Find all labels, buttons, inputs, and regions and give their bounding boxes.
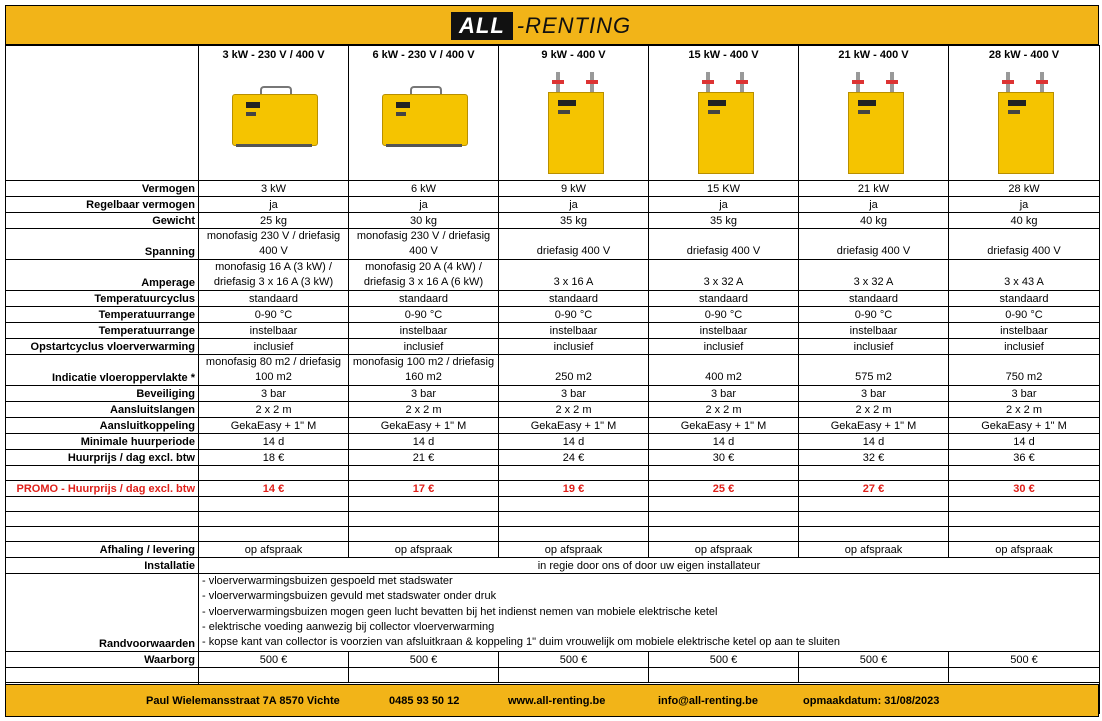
row-value: instelbaar <box>349 323 499 339</box>
row-label: Temperatuurrange <box>6 307 199 323</box>
row-label: Amperage <box>6 260 199 291</box>
empty-cell <box>799 466 949 481</box>
row-value: 2 x 2 m <box>349 402 499 418</box>
empty-cell <box>949 497 1100 512</box>
row-value: 0-90 °C <box>199 307 349 323</box>
row-value: ja <box>949 197 1100 213</box>
empty-cell <box>199 668 349 683</box>
row-value: inclusief <box>649 339 799 355</box>
row-value: instelbaar <box>199 323 349 339</box>
empty-cell <box>6 466 199 481</box>
empty-row <box>6 466 1100 481</box>
row-gewicht <box>6 213 1100 229</box>
empty-row <box>6 497 1100 512</box>
empty-cell <box>349 668 499 683</box>
row-value: op afspraak <box>649 542 799 558</box>
row-value: GekaEasy + 1" M <box>499 418 649 434</box>
row-label: Temperatuurrange <box>6 323 199 339</box>
row-label: Opstartcyclus vloerverwarming <box>6 339 199 355</box>
row-value: GekaEasy + 1" M <box>649 418 799 434</box>
condition-item: - vloerverwarmingsbuizen gespoeld met stadswater <box>202 575 453 587</box>
row-value: GekaEasy + 1" M <box>349 418 499 434</box>
row-label: Regelbaar vermogen <box>6 197 199 213</box>
empty-cell <box>799 497 949 512</box>
row-label: Afhaling / levering <box>6 542 199 558</box>
footer-bar <box>5 684 1099 717</box>
empty-cell <box>349 527 499 542</box>
row-value: standaard <box>649 291 799 307</box>
row-value: 18 € <box>199 450 349 466</box>
row-value: 14 d <box>649 434 799 450</box>
model-header <box>349 46 499 181</box>
empty-cell <box>499 466 649 481</box>
row-value: op afspraak <box>949 542 1100 558</box>
row-value: 14 € <box>199 481 349 497</box>
row-value: 21 € <box>349 450 499 466</box>
row-value: 14 d <box>799 434 949 450</box>
model-title: 28 kW - 400 V <box>988 49 1060 61</box>
empty-cell <box>349 497 499 512</box>
row-value: 25 kg <box>199 213 349 229</box>
row-value: 500 € <box>799 652 949 668</box>
row-value: monofasig 230 V / driefasig 400 V <box>199 229 349 260</box>
row-label: Aansluitslangen <box>6 402 199 418</box>
row-value: 3 bar <box>949 386 1100 402</box>
row-value: 3 x 32 A <box>799 260 949 291</box>
row-value: 17 € <box>349 481 499 497</box>
row-label: Indicatie vloeroppervlakte * <box>6 355 199 386</box>
row-value: op afspraak <box>349 542 499 558</box>
row-value: standaard <box>799 291 949 307</box>
row-value: 500 € <box>499 652 649 668</box>
row-value: 3 bar <box>649 386 799 402</box>
row-label: Minimale huurperiode <box>6 434 199 450</box>
row-value: GekaEasy + 1" M <box>949 418 1100 434</box>
row-value: instelbaar <box>949 323 1100 339</box>
row-value: 36 € <box>949 450 1100 466</box>
row-value: inclusief <box>799 339 949 355</box>
cabinet-heater-image <box>542 70 606 174</box>
condition-item: - elektrische voeding aanwezig bij collector vloerverwarming <box>202 620 495 633</box>
row-value: 3 kW <box>199 181 349 197</box>
row-label: PROMO - Huurprijs / dag excl. btw <box>6 481 199 497</box>
row-value: 40 kg <box>949 213 1100 229</box>
row-label: Installatie <box>6 558 199 574</box>
row-installatie <box>6 558 1100 574</box>
empty-cell <box>349 512 499 527</box>
row-value: instelbaar <box>799 323 949 339</box>
row-value: ja <box>499 197 649 213</box>
row-value: ja <box>199 197 349 213</box>
row-koppeling <box>6 418 1100 434</box>
model-title: 15 kW - 400 V <box>688 49 759 61</box>
row-waarborg <box>6 652 1100 668</box>
row-label: Beveiliging <box>6 386 199 402</box>
model-title: 21 kW - 400 V <box>838 49 909 61</box>
row-value: 3 bar <box>799 386 949 402</box>
row-value: 40 kg <box>799 213 949 229</box>
empty-row <box>6 512 1100 527</box>
row-afhaling <box>6 542 1100 558</box>
row-value: GekaEasy + 1" M <box>199 418 349 434</box>
row-value: 35 kg <box>649 213 799 229</box>
corner-cell <box>6 46 199 181</box>
row-value: instelbaar <box>499 323 649 339</box>
empty-cell <box>499 497 649 512</box>
empty-cell <box>649 466 799 481</box>
empty-cell <box>6 668 199 683</box>
row-value: 2 x 2 m <box>949 402 1100 418</box>
row-value: driefasig 400 V <box>499 229 649 260</box>
empty-cell <box>649 527 799 542</box>
header-bar <box>5 5 1099 45</box>
row-value: ja <box>649 197 799 213</box>
row-value: 27 € <box>799 481 949 497</box>
row-value: 14 d <box>199 434 349 450</box>
empty-cell <box>649 668 799 683</box>
empty-cell <box>199 497 349 512</box>
row-value: ja <box>799 197 949 213</box>
row-value: driefasig 400 V <box>949 229 1100 260</box>
empty-cell <box>199 466 349 481</box>
footer-address: Paul Wielemansstraat 7A 8570 Vichte <box>146 695 340 707</box>
row-label: Huurprijs / dag excl. btw <box>6 450 199 466</box>
row-value: op afspraak <box>199 542 349 558</box>
cabinet-heater-image <box>842 70 906 174</box>
empty-cell <box>499 527 649 542</box>
row-value: op afspraak <box>799 542 949 558</box>
empty-cell <box>499 512 649 527</box>
row-value: 250 m2 <box>499 355 649 386</box>
footer-date: opmaakdatum: 31/08/2023 <box>803 695 940 707</box>
model-header <box>199 46 349 181</box>
row-value: 19 € <box>499 481 649 497</box>
row-value: 24 € <box>499 450 649 466</box>
empty-row <box>6 668 1100 683</box>
row-value: 0-90 °C <box>799 307 949 323</box>
row-value: 14 d <box>499 434 649 450</box>
row-value: 0-90 °C <box>349 307 499 323</box>
model-title: 3 kW - 230 V / 400 V <box>222 49 325 61</box>
row-aansluitslangen <box>6 402 1100 418</box>
row-label: Waarborg <box>6 652 199 668</box>
row-value: 3 x 32 A <box>649 260 799 291</box>
row-value: monofasig 80 m2 / driefasig 100 m2 <box>199 355 349 386</box>
row-value: 500 € <box>199 652 349 668</box>
row-value: 500 € <box>949 652 1100 668</box>
row-promo <box>6 481 1100 497</box>
row-value: 9 kW <box>499 181 649 197</box>
spec-table <box>5 45 1100 714</box>
randvoorwaarden-list <box>199 574 1100 652</box>
row-value: 400 m2 <box>649 355 799 386</box>
empty-cell <box>799 668 949 683</box>
compact-heater-image <box>226 80 322 150</box>
row-value: standaard <box>949 291 1100 307</box>
row-label: Randvoorwaarden <box>6 574 199 652</box>
empty-row <box>6 527 1100 542</box>
row-value: 32 € <box>799 450 949 466</box>
row-value: GekaEasy + 1" M <box>799 418 949 434</box>
row-value: 14 d <box>949 434 1100 450</box>
empty-cell <box>949 527 1100 542</box>
empty-cell <box>799 512 949 527</box>
empty-cell <box>6 527 199 542</box>
empty-cell <box>949 466 1100 481</box>
row-value: ja <box>349 197 499 213</box>
row-value: 2 x 2 m <box>649 402 799 418</box>
row-value: standaard <box>349 291 499 307</box>
compact-heater-image <box>376 80 472 150</box>
row-value: 3 x 43 A <box>949 260 1100 291</box>
model-title: 6 kW - 230 V / 400 V <box>372 49 475 61</box>
logo-renting: -RENTING <box>516 13 632 38</box>
row-value: 14 d <box>349 434 499 450</box>
row-value: 30 € <box>949 481 1100 497</box>
row-value: monofasig 16 A (3 kW) / driefasig 3 x 16 A (3 kW) <box>199 260 349 291</box>
row-randvoorwaarden <box>6 574 1100 652</box>
empty-cell <box>6 497 199 512</box>
row-value: 30 kg <box>349 213 499 229</box>
row-value: 0-90 °C <box>949 307 1100 323</box>
row-value: 3 bar <box>349 386 499 402</box>
condition-item: - vloerverwarmingsbuizen gevuld met stadswater onder druk <box>202 590 497 603</box>
row-value: 21 kW <box>799 181 949 197</box>
row-value: inclusief <box>949 339 1100 355</box>
footer-phone: 0485 93 50 12 <box>389 695 460 707</box>
model-header <box>949 46 1100 181</box>
row-label: Aansluitkoppeling <box>6 418 199 434</box>
row-huurperiode <box>6 434 1100 450</box>
condition-item: - vloerverwarmingsbuizen mogen geen lucht bevatten bij het indienst nemen van mobiele elektrische ketel <box>202 605 718 618</box>
condition-item: - kopse kant van collector is voorzien van afsluitkraan & koppeling 1" duim vrouwelijk om mobiele elektrische ketel op aan te sluiten <box>202 636 840 649</box>
row-label: Vermogen <box>6 181 199 197</box>
row-value: 750 m2 <box>949 355 1100 386</box>
empty-cell <box>949 512 1100 527</box>
row-label: Temperatuurcyclus <box>6 291 199 307</box>
row-regelbaar <box>6 197 1100 213</box>
row-value: 500 € <box>649 652 799 668</box>
empty-cell <box>6 512 199 527</box>
empty-cell <box>199 527 349 542</box>
row-value: 3 bar <box>199 386 349 402</box>
empty-cell <box>949 668 1100 683</box>
model-header-row <box>6 46 1100 181</box>
cabinet-heater-image <box>692 70 756 174</box>
model-header <box>649 46 799 181</box>
row-vermogen <box>6 181 1100 197</box>
row-huurprijs <box>6 450 1100 466</box>
row-value: inclusief <box>199 339 349 355</box>
row-value: 6 kW <box>349 181 499 197</box>
model-header <box>499 46 649 181</box>
row-value: 500 € <box>349 652 499 668</box>
row-value: 3 x 16 A <box>499 260 649 291</box>
row-value: inclusief <box>499 339 649 355</box>
row-value: 25 € <box>649 481 799 497</box>
footer-website[interactable]: www.all-renting.be <box>508 695 606 707</box>
empty-cell <box>649 512 799 527</box>
installatie-value: in regie door ons of door uw eigen installateur <box>199 558 1100 574</box>
row-value: standaard <box>199 291 349 307</box>
row-label: Gewicht <box>6 213 199 229</box>
row-value: 30 € <box>649 450 799 466</box>
row-value: inclusief <box>349 339 499 355</box>
empty-cell <box>199 512 349 527</box>
row-beveiliging <box>6 386 1100 402</box>
row-temprange1 <box>6 307 1100 323</box>
row-value: 3 bar <box>499 386 649 402</box>
row-tempcyclus <box>6 291 1100 307</box>
row-label: Spanning <box>6 229 199 260</box>
footer-email[interactable]: info@all-renting.be <box>658 695 758 707</box>
row-value: driefasig 400 V <box>799 229 949 260</box>
row-value: 2 x 2 m <box>499 402 649 418</box>
row-value: monofasig 20 A (4 kW) / driefasig 3 x 16 A (6 kW) <box>349 260 499 291</box>
row-value: instelbaar <box>649 323 799 339</box>
row-value: 575 m2 <box>799 355 949 386</box>
model-title: 9 kW - 400 V <box>541 49 606 61</box>
row-value: monofasig 100 m2 / driefasig 160 m2 <box>349 355 499 386</box>
row-value: monofasig 230 V / driefasig 400 V <box>349 229 499 260</box>
empty-cell <box>799 527 949 542</box>
row-spanning <box>6 229 1100 260</box>
empty-cell <box>499 668 649 683</box>
row-value: standaard <box>499 291 649 307</box>
row-value: 0-90 °C <box>649 307 799 323</box>
empty-cell <box>649 497 799 512</box>
model-header <box>799 46 949 181</box>
row-value: 35 kg <box>499 213 649 229</box>
row-temprange2 <box>6 323 1100 339</box>
row-value: driefasig 400 V <box>649 229 799 260</box>
row-value: 2 x 2 m <box>799 402 949 418</box>
cabinet-heater-image <box>992 70 1056 174</box>
logo-all: ALL <box>451 12 513 40</box>
row-value: 15 KW <box>649 181 799 197</box>
row-indicatie <box>6 355 1100 386</box>
row-opstart <box>6 339 1100 355</box>
brand-logo <box>451 12 631 40</box>
row-value: op afspraak <box>499 542 649 558</box>
row-amperage <box>6 260 1100 291</box>
empty-cell <box>349 466 499 481</box>
row-value: 0-90 °C <box>499 307 649 323</box>
row-value: 2 x 2 m <box>199 402 349 418</box>
row-value: 28 kW <box>949 181 1100 197</box>
